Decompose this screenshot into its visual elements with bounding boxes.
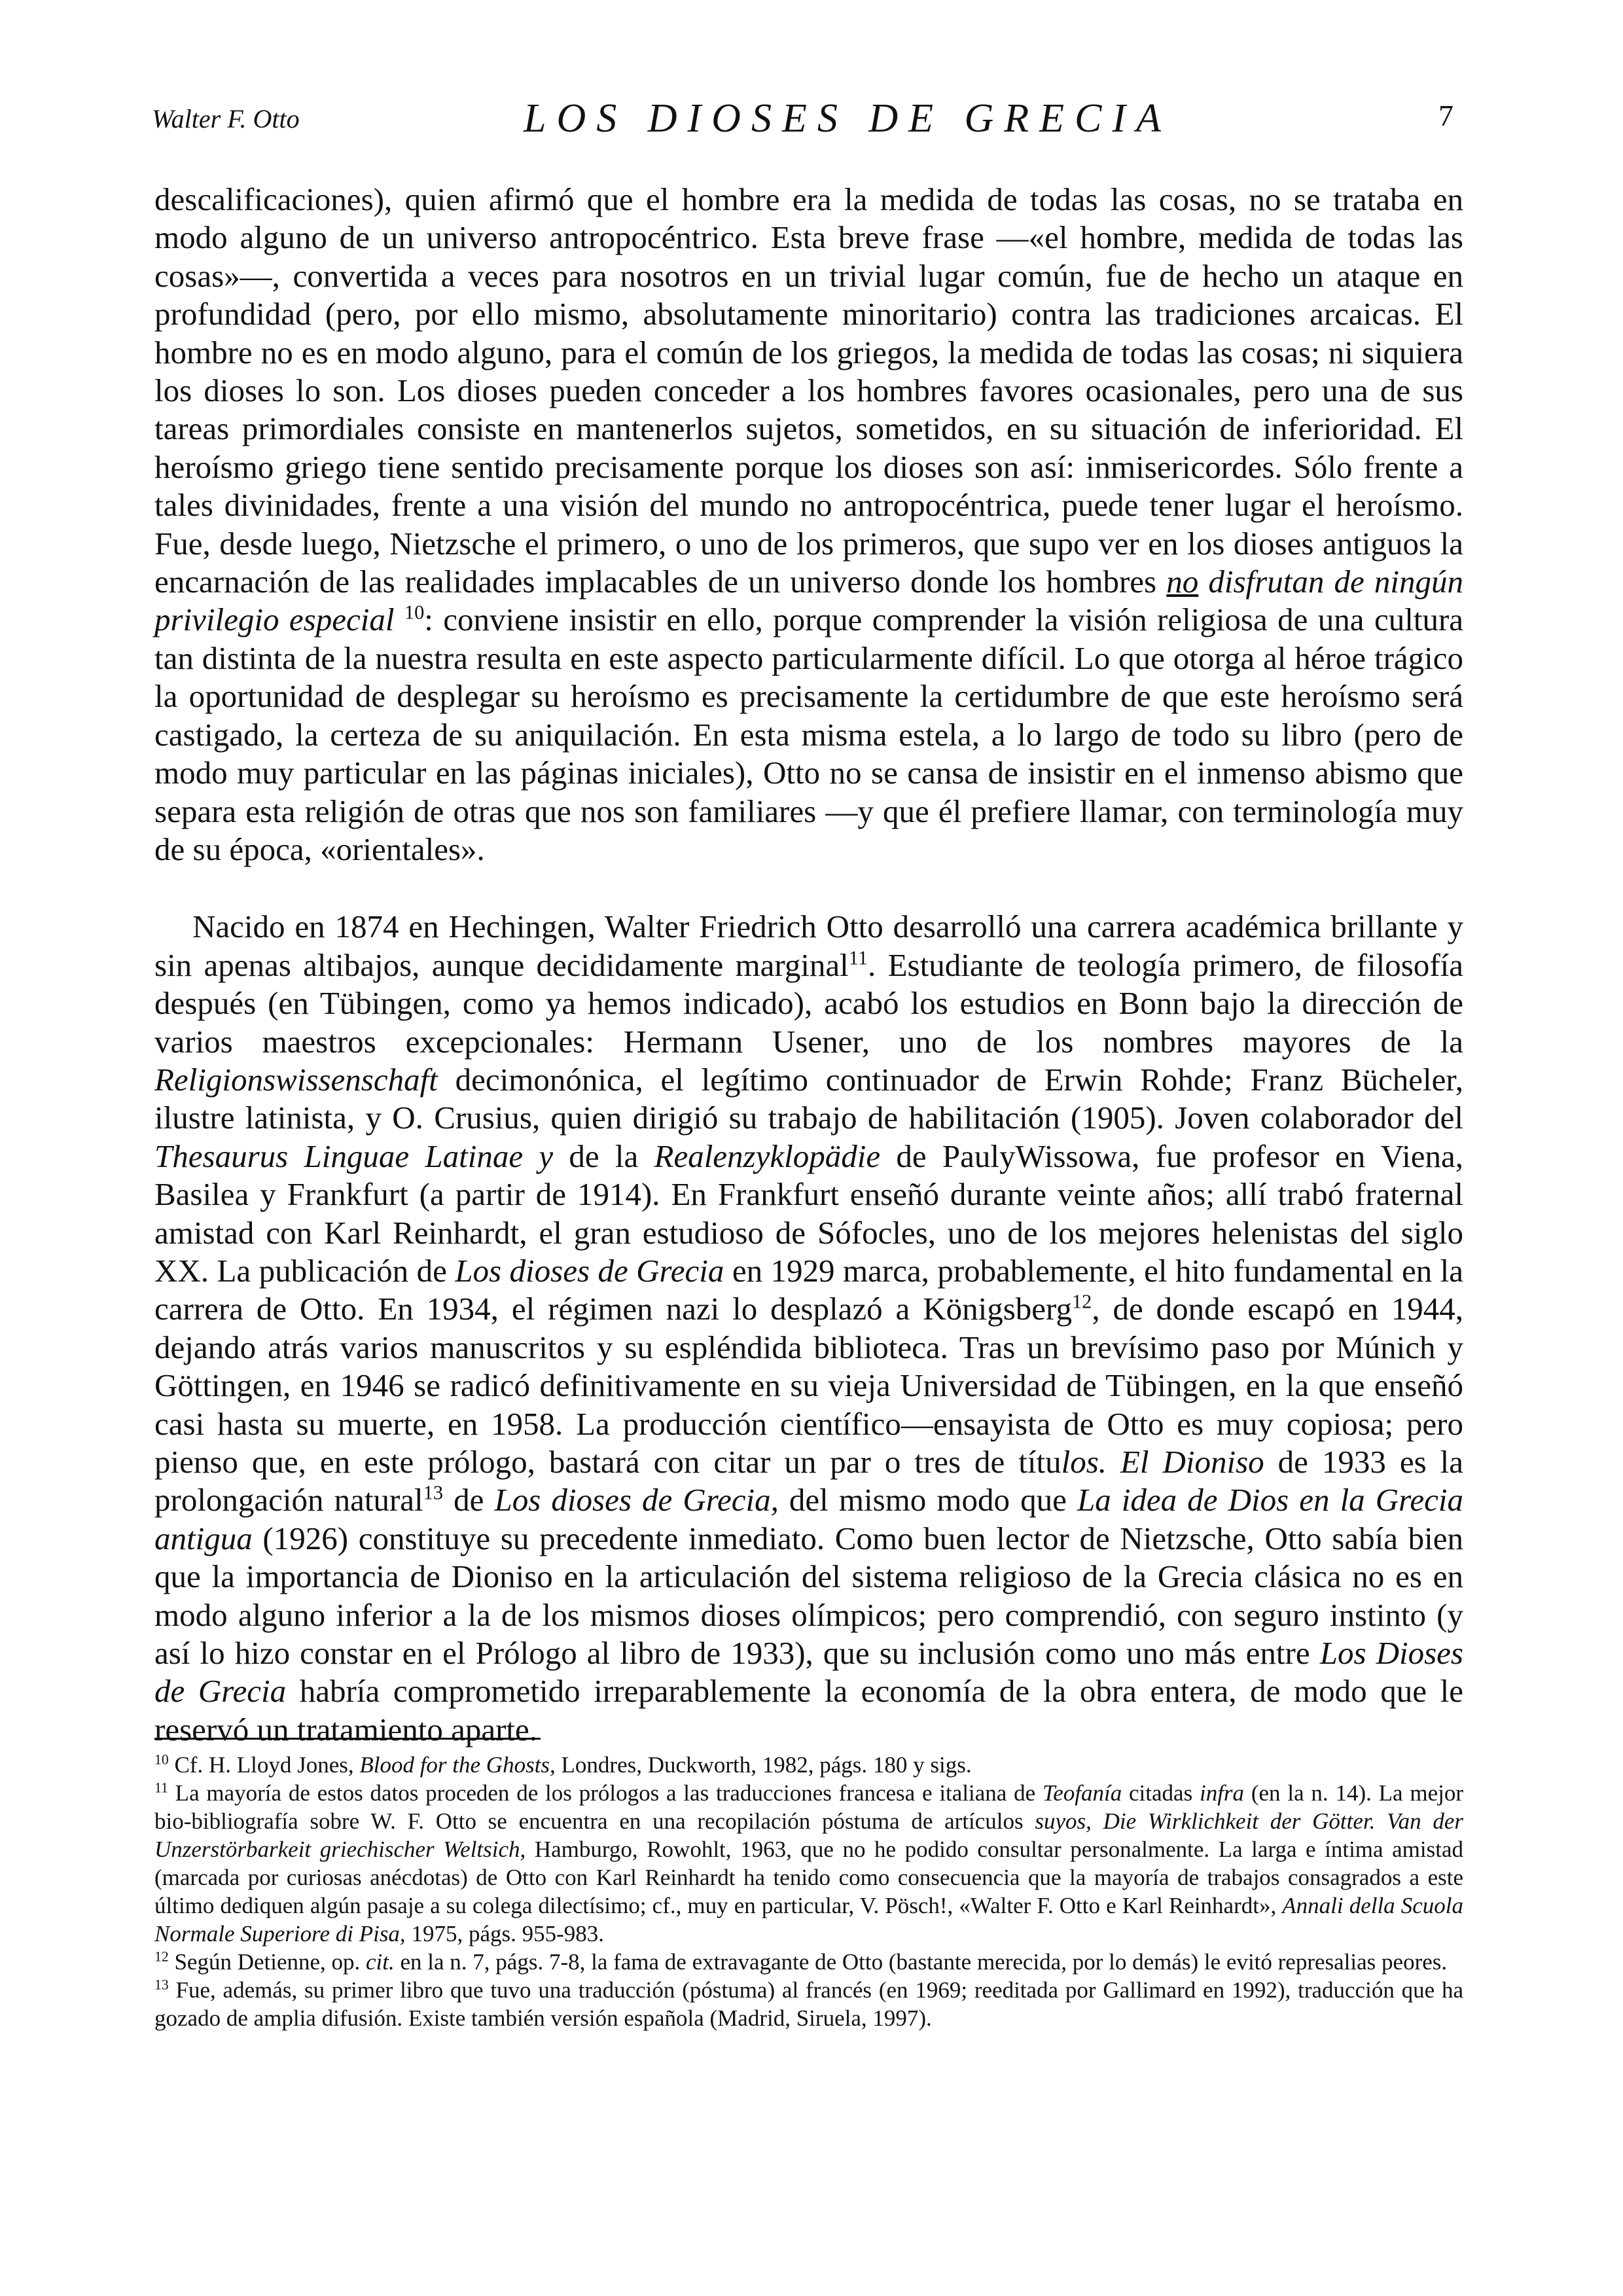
running-header-title: LOS DIOSES DE GRECIA xyxy=(524,96,1171,141)
p2-italic-3: Realenzyklopädie xyxy=(654,1138,881,1174)
p1-italic-phrase: disfrutan de ningún privilegio especial xyxy=(154,564,1464,638)
p2-text-5: de PaulyWissowa, fue profesor en Viena, Basilea y Frankfurt (a partir de 1914). En Frankfurt enseñó durante veinte años; allí trabó fraternal amistad con Karl Reinhardt, el gran estudioso de Sófocles, uno de los mejores helenistas del siglo XX. La publicación de xyxy=(154,1138,1463,1289)
p2-text-2: . Estudiante de teología primero, de filosofía después (en Tübingen, como ya hemos indicado), acabó los estudios en Bonn bajo la dirección de varios maestros excepcionales: Hermann Usener, uno de los nombres mayores de la xyxy=(154,946,1463,1060)
footnote-10 xyxy=(154,1751,1463,1779)
fn11-italic-2: infra xyxy=(1199,1780,1245,1806)
footnote-separator xyxy=(154,1738,541,1740)
p2-italic-1: Religionswissenschaft xyxy=(154,1061,438,1098)
footnotes xyxy=(154,1751,1463,2032)
footnote-ref-13: 13 xyxy=(423,1482,444,1505)
p2-italic-2: Thesaurus Linguae Latinae y xyxy=(154,1138,554,1174)
p2-text-1: Nacido en 1874 en Hechingen, Walter Friedrich Otto desarrolló una carrera académica brillante y sin apenas altibajos, aunque decididamente marginal xyxy=(154,908,1463,983)
p1-text-1: descalificaciones), quien afirmó que el hombre era la medida de todas las cosas, no se trataba en modo alguno de un universo antropocéntrico. Esta breve frase —«el hombre, medida de todas las cosas»—, convertida a veces para nosotros en un trivial lugar común, fue de hecho un ataque en profundidad (pero, por ello mismo, absolutamente minoritario) contra las tradiciones arcaicas. El hombre no es en modo alguno, para el común de los griegos, la medida de todas las cosas; ni siquiera los dioses lo son. Los dioses pueden conceder a los hombres favores ocasionales, pero una de sus tareas primordiales consiste en mantenerlos sujetos, sometidos, en su situación de inferioridad. El heroísmo griego tiene sentido precisamente porque los dioses son así: inmisericordes. Sólo frente a tales divinidades, frente a una visión del mundo no antropocéntrica, puede tener lugar el heroísmo. Fue, desde luego, Nietzsche el primero, o uno de los primeros, que supo ver en los dioses antiguos la encarnación de las realidades implacables de un universo donde los hombres xyxy=(154,181,1463,600)
p2-text-9: de xyxy=(443,1482,495,1518)
fn12-italic-1: cit. xyxy=(366,1949,395,1975)
fn12-text-2: en la n. 7, págs. 7-8, la fama de extravagante de Otto (bastante merecida, por lo demás) le evitó represalias peores. xyxy=(394,1949,1448,1975)
p2-text-3: decimonónica, el legítimo continuador de Erwin Rohde; Franz Bücheler, ilustre latinista, y O. Crusius, quien dirigió su trabajo de habilitación (1905). Joven colaborador del xyxy=(154,1061,1463,1136)
fn12-text-1: Según Detienne, op. xyxy=(168,1949,366,1975)
fn13-text-1: Fue, además, su primer libro que tuvo una traducción (póstuma) al francés (en 1969; reeditada por Gallimard en 1992), traducción que ha gozado de amplia difusión. Existe también versión española (Madrid, Siruela, 1997). xyxy=(154,1977,1463,2031)
p2-text-11: (1926) constituye su precedente inmediato. Como buen lector de Nietzsche, Otto sabía bien que la importancia de Dioniso en la articulación del sistema religioso de la Grecia clásica no es en modo alguno inferior a la de los mismos dioses olímpicos; pero comprendió, con seguro instinto (y así lo hizo constar en el Prólogo al libro de 1933), que su inclusión como uno más entre xyxy=(154,1520,1463,1672)
p2-text-6: en 1929 marca, probablemente, el hito fundamental en la carrera de Otto. En 1934, el régimen nazi lo desplazó a Königsberg xyxy=(154,1252,1463,1327)
fn11-italic-4: Annali della Scuola Normale Superiore di Pisa, xyxy=(154,1893,1463,1946)
p2-text-12: habría comprometido irreparablemente la economía de la obra entera, de modo que le reservó un tratamiento aparte. xyxy=(154,1673,1463,1748)
p2-italic-5: los. El Dioniso xyxy=(1061,1444,1264,1480)
p2-text-10: del mismo modo que xyxy=(778,1482,1077,1518)
footnote-ref-11: 11 xyxy=(848,946,868,969)
fn11-text-1: La mayoría de estos datos proceden de los prólogos a las traducciones francesa e italiana de xyxy=(168,1780,1043,1806)
fn11-text-5: 1975, págs. 955-983. xyxy=(405,1921,604,1946)
p1-text-2: : conviene insistir en ello, porque comprender la visión religiosa de una cultura tan distinta de la nuestra resulta en este aspecto particularmente difícil. Lo que otorga al héroe trágico la oportunidad de desplegar su heroísmo es precisamente la certidumbre de que este heroísmo será castigado, la certeza de su aniquilación. En esta misma estela, a lo largo de todo su libro (pero de modo muy particular en las páginas iniciales), Otto no se cansa de insistir en el inmenso abismo que separa esta religión de otras que nos son familiares —y que él prefiere llamar, con terminología muy de su época, «orientales». xyxy=(154,601,1464,867)
fn10-italic-1: Blood for the Ghosts, xyxy=(359,1752,556,1778)
fn11-text-4: Hamburgo, Rowohlt, 1963, que no he podido consultar personalmente. La larga e íntima amistad (marcada por curiosas anécdotas) de Otto con Karl Reinhardt ha tenido como consecuencia que la mayoría de trabajos consagrados a este último dediquen algún pasaje a su colega dilectísimo; cf., muy en particular, V. Pösch!, «Walter F. Otto e Karl Reinhardt», xyxy=(154,1837,1463,1918)
footnote-ref-10: 10 xyxy=(404,601,425,624)
footnote-13 xyxy=(154,1976,1463,2032)
footnote-number-13: 13 xyxy=(154,1977,169,1993)
p2-italic-8: Los Dioses de Grecia xyxy=(154,1635,1463,1710)
p2-text-8: de 1933 es la prolongación natural xyxy=(154,1444,1463,1518)
footnote-11 xyxy=(154,1779,1463,1948)
fn10-text-2: Londres, Duckworth, 1982, págs. 180 y sigs. xyxy=(555,1752,972,1778)
fn11-italic-3: suyos, Die Wirklichkeit der Götter. Van der Unzerstörbarkeit griechischer Weltsich, xyxy=(154,1808,1463,1862)
fn11-text-3: (en la n. 14). La mejor bio-bibliografía sobre W. F. Otto se encuentra en una recopilación póstuma de artículos xyxy=(154,1780,1463,1834)
fn11-text-2: citadas xyxy=(1122,1780,1200,1806)
paragraph-2 xyxy=(154,908,1463,1749)
p2-italic-6: Los dioses de Grecia, xyxy=(494,1482,779,1518)
footnote-number-10: 10 xyxy=(154,1751,169,1768)
fn10-text-1: Cf. H. Lloyd Jones, xyxy=(168,1752,360,1778)
p1-italic-underlined: no xyxy=(1166,564,1199,600)
main-text xyxy=(154,181,1463,1749)
p2-text-7: , de donde escapó en 1944, dejando atrás varios manuscritos y su espléndida biblioteca. Tras un brevísimo paso por Múnich y Göttingen, en 1946 se radicó definitivamente en su vieja Universidad de Tübingen, en la que enseñó casi hasta su muerte, en 1958. La producción científico—ensayista de Otto es muy copiosa; pero pienso que, en este prólogo, bastará con citar un par o tres de títu xyxy=(154,1291,1464,1480)
p2-text-4: de la xyxy=(553,1138,654,1174)
p2-italic-4: Los dioses de Grecia xyxy=(455,1252,724,1289)
footnote-ref-12: 12 xyxy=(1071,1291,1092,1314)
p2-italic-7: La idea de Dios en la Grecia antigua xyxy=(154,1482,1464,1556)
paragraph-1 xyxy=(154,181,1463,869)
footnote-12 xyxy=(154,1948,1463,1976)
page-number: 7 xyxy=(1438,99,1454,132)
running-header-author: Walter F. Otto xyxy=(152,104,300,134)
footnote-number-12: 12 xyxy=(154,1948,169,1965)
fn11-italic-1: Teofanía xyxy=(1042,1780,1122,1806)
footnote-number-11: 11 xyxy=(154,1780,168,1796)
